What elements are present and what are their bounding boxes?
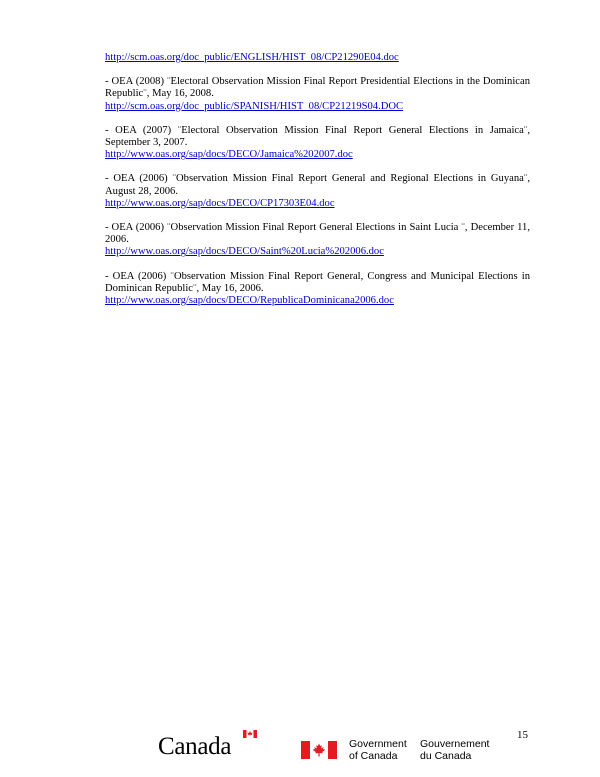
reference-text: - OEA (2008) ¨Electoral Observation Mission Final Report Presidential Elections in the Dominican Republic¨, May 16, 2008. <box>105 76 530 100</box>
reference-text: - OEA (2006) ¨Observation Mission Final Report General, Congress and Municipal Elections in Dominican Republic¨, May 16, 2006. <box>105 270 530 294</box>
mini-flag-icon <box>243 730 257 738</box>
reference-link[interactable]: http://www.oas.org/sap/docs/DECO/Saint%20Lucia%202006.doc <box>105 246 384 258</box>
canada-wordmark-logo <box>158 733 231 761</box>
reference-link[interactable]: http://www.oas.org/sap/docs/DECO/Jamaica%202007.doc <box>105 149 353 161</box>
reference-text: - OEA (2007) ¨Electoral Observation Mission Final Report General Elections in Jamaica¨, September 3, 2007. <box>105 124 530 149</box>
government-of-canada-text: Government of Canada <box>349 738 407 762</box>
reference-link[interactable]: http://scm.oas.org/doc_public/SPANISH/HIST_08/CP21219S04.DOC <box>105 100 404 112</box>
reference-link[interactable]: http://www.oas.org/sap/docs/DECO/CP17303E04.doc <box>105 197 335 209</box>
reference-entry-3 <box>105 173 530 210</box>
reference-entry-4 <box>105 222 530 259</box>
gouvernement-du-canada-text: Gouvernement du Canada <box>420 738 490 762</box>
reference-link[interactable]: http://www.oas.org/sap/docs/DECO/RepublicaDominicana2006.doc <box>105 295 394 307</box>
canada-flag-icon <box>301 741 337 759</box>
canada-wordmark-text: Canada <box>158 733 232 760</box>
reference-link-top[interactable]: http://scm.oas.org/doc_public/ENGLISH/HIST_08/CP21290E04.doc <box>105 52 399 63</box>
reference-entry-1 <box>105 76 530 113</box>
references-list <box>105 52 530 307</box>
reference-text: - OEA (2006) ¨Observation Mission Final Report General and Regional Elections in Guyana¨, August 28, 2006. <box>105 173 530 197</box>
reference-text: - OEA (2006) ¨Observation Mission Final Report General Elections in Saint Lucia ¨, December 11, 2006. <box>105 222 530 246</box>
reference-entry-2 <box>105 125 530 162</box>
maple-leaf-icon <box>312 743 326 757</box>
page-number: 15 <box>517 729 528 741</box>
reference-entry-5 <box>105 271 530 308</box>
